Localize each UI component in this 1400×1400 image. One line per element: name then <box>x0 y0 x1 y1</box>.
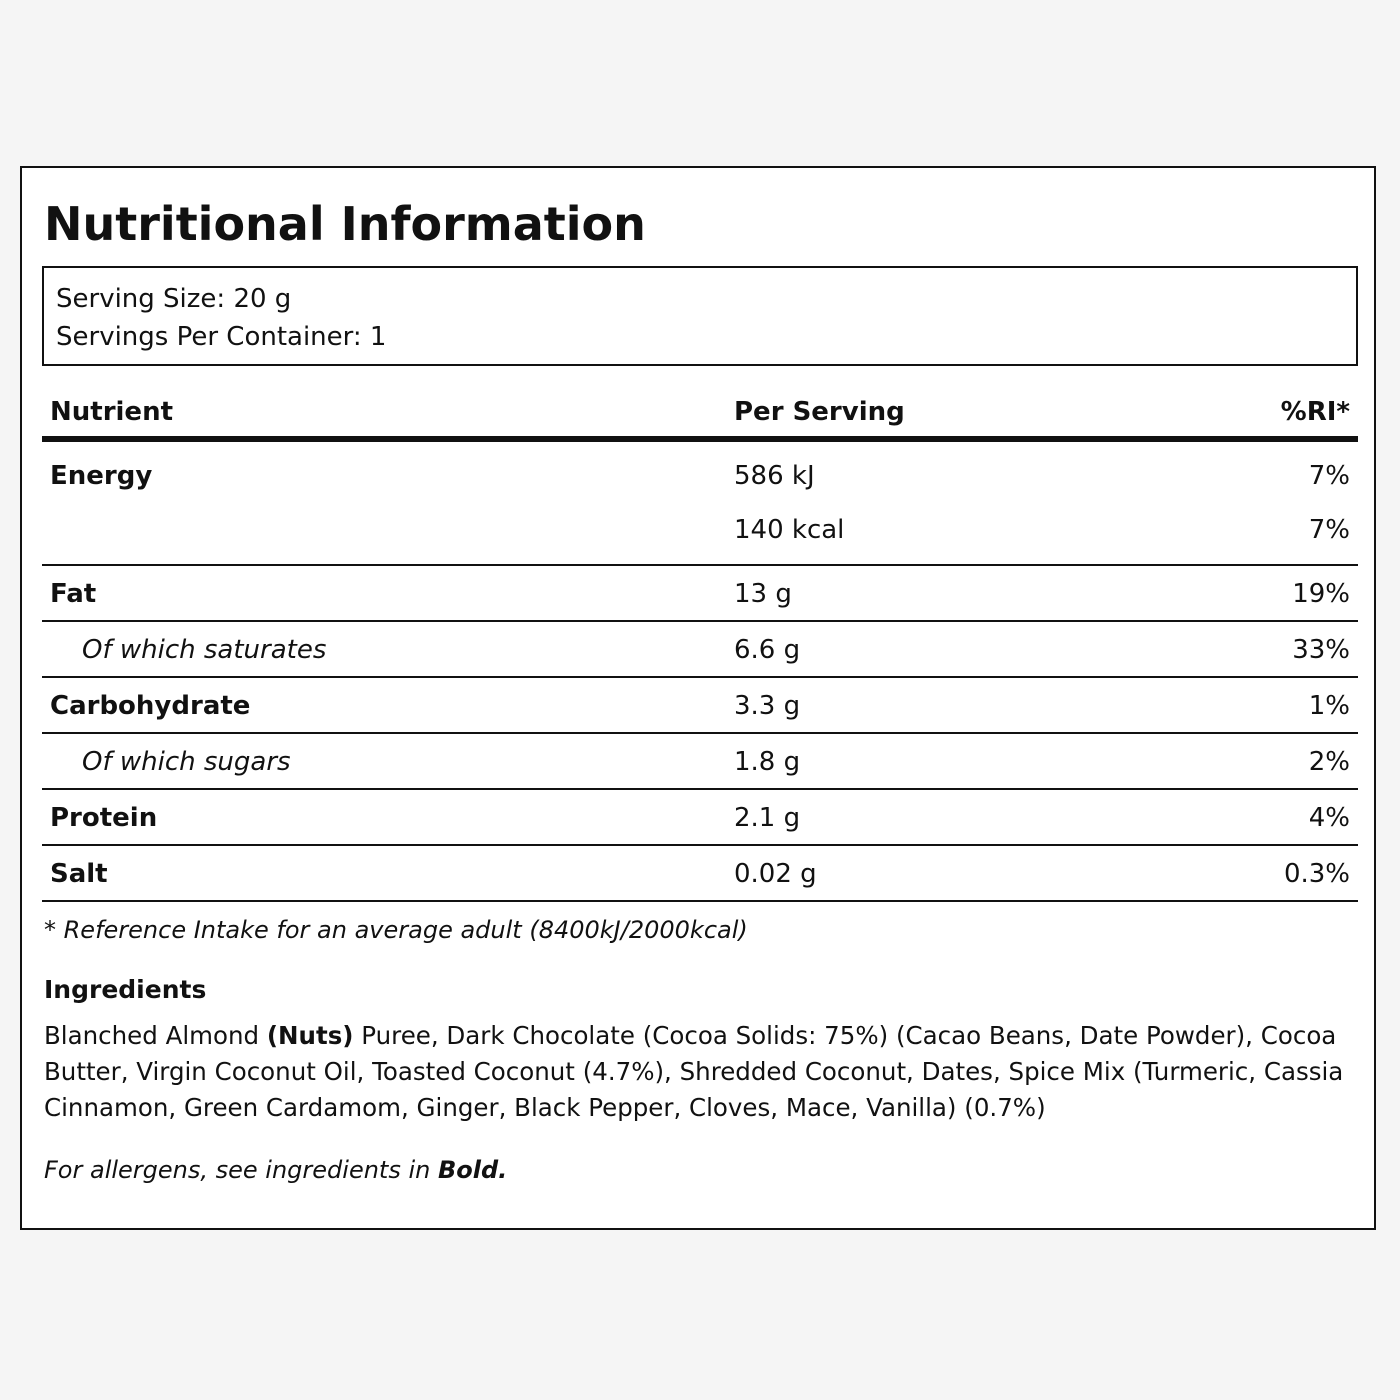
ri-value: 33% <box>1292 635 1350 665</box>
allergen-highlight: (Nuts) <box>266 1021 354 1050</box>
header-per-serving: Per Serving <box>734 397 905 427</box>
ri-value: 4% <box>1308 803 1350 833</box>
table-row-fat <box>42 566 1358 622</box>
energy-kj-ri: 7% <box>1308 461 1350 491</box>
servings-per-container: Servings Per Container: 1 <box>56 322 387 352</box>
ri-value: 0.3% <box>1283 859 1350 889</box>
ingredients-text-rest: Puree, Dark Chocolate (Cocoa Solids: 75%) (Cacao Beans, Date Powder), Cocoa Butter, Virgin Coconut Oil, Toasted Coconut (4.7%), Shredded Coconut, Dates, Spice Mix (Turmeric, Cassia Cinnamon, Green Cardamom, Ginger, Black Pepper, Cloves, Mace, Vanilla) (0.7%) <box>44 1021 1344 1122</box>
table-row-energy <box>42 442 1358 566</box>
energy-kcal-ri: 7% <box>1308 515 1350 545</box>
label-title: Nutritional Information <box>44 197 646 251</box>
nutrient-name: Energy <box>50 461 153 491</box>
nutrient-name: Fat <box>50 579 97 609</box>
table-row-sugars <box>42 734 1358 790</box>
ingredients-text-start: Blanched Almond <box>44 1021 267 1050</box>
header-ri: %RI* <box>1280 397 1350 427</box>
allergen-note-bold: Bold. <box>437 1156 508 1184</box>
energy-kj: 586 kJ <box>734 461 815 491</box>
nutrient-name: Salt <box>50 859 108 889</box>
table-header <box>42 384 1358 442</box>
table-row-salt <box>42 846 1358 902</box>
header-nutrient: Nutrient <box>50 397 174 427</box>
allergen-note-text: For allergens, see ingredients in <box>44 1156 438 1184</box>
table-row-saturates <box>42 622 1358 678</box>
reference-intake-footnote: * Reference Intake for an average adult (8400kJ/2000kcal) <box>44 916 748 944</box>
ri-value: 19% <box>1292 579 1350 609</box>
ingredients-heading: Ingredients <box>44 975 207 1004</box>
nutrient-name: Protein <box>50 803 158 833</box>
ingredients-text <box>44 1018 1344 1126</box>
table-row-protein <box>42 790 1358 846</box>
nutrient-name: Carbohydrate <box>50 691 251 721</box>
serving-info-box <box>42 266 1358 366</box>
ri-value: 2% <box>1308 747 1350 777</box>
nutrition-label <box>20 166 1376 1230</box>
per-serving-value: 3.3 g <box>734 691 801 721</box>
serving-size: Serving Size: 20 g <box>56 284 292 314</box>
energy-kcal: 140 kcal <box>734 515 845 545</box>
per-serving-value: 0.02 g <box>734 859 817 889</box>
per-serving-value: 2.1 g <box>734 803 801 833</box>
allergen-note <box>44 1150 507 1190</box>
per-serving-value: 6.6 g <box>734 635 801 665</box>
nutrition-table <box>42 384 1358 902</box>
nutrient-name: Of which sugars <box>82 747 291 777</box>
nutrient-name: Of which saturates <box>82 635 327 665</box>
per-serving-value: 1.8 g <box>734 747 801 777</box>
table-row-carbohydrate <box>42 678 1358 734</box>
ri-value: 1% <box>1308 691 1350 721</box>
per-serving-value: 13 g <box>734 579 792 609</box>
